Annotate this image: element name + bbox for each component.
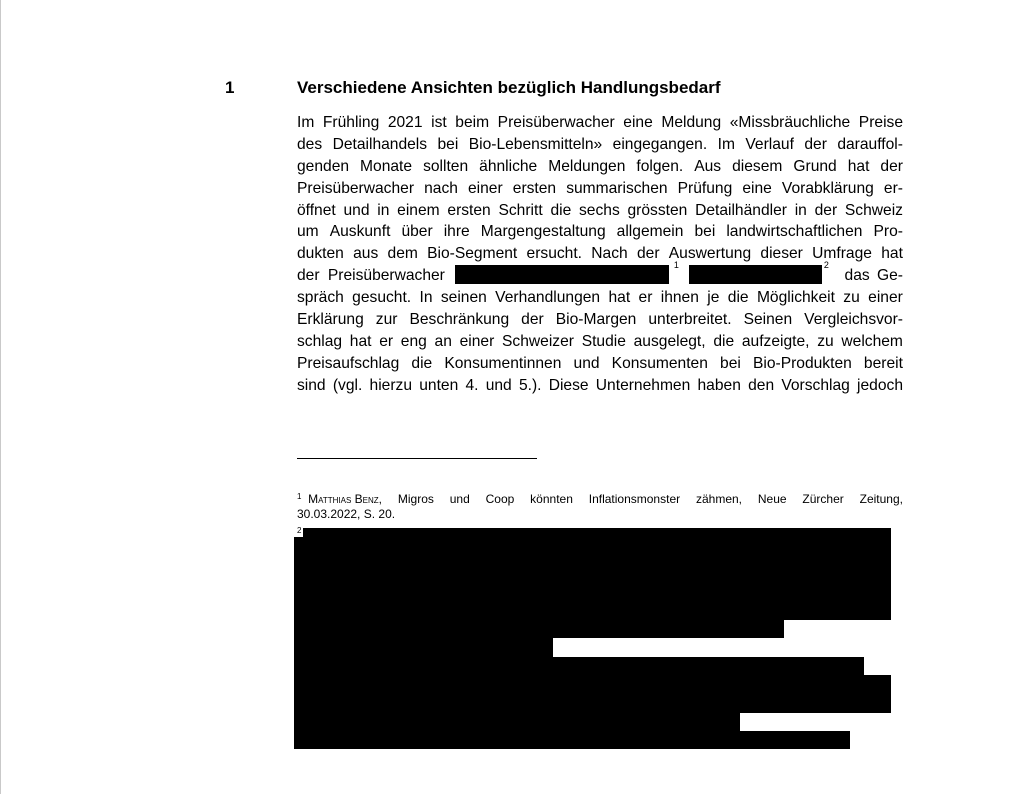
word: Beschränkung [409,311,510,329]
text-line [297,178,903,200]
word: darauffol- [837,135,903,153]
word: einer [459,332,495,350]
word: eine [623,114,653,131]
word: den [748,376,775,394]
word: ersucht. [526,245,583,263]
word: Preisaufschlag [297,354,400,372]
word: Bio-Produkten [752,354,852,372]
word: Bio-Lebensmitteln» [468,135,603,153]
footnote-2-redaction [294,638,553,657]
section-title: Verschiedene Ansichten bezüglich Handlungsbedarf [297,78,721,97]
word: Pro- [873,223,903,241]
word: In [419,289,433,307]
line-start-text: der Preisüberwacher [297,267,445,285]
footnote-1 [297,492,903,521]
word: hat [608,289,631,307]
word: landwirtschaftlichen [726,223,863,241]
word: Preisüberwacher [497,114,615,131]
word: einer [468,179,503,197]
word: Aus [694,157,722,175]
word: ähnliche [479,157,538,175]
word: Nach [591,245,628,263]
word: Schweiz [844,201,903,219]
word: welchem [841,332,903,350]
word: Auswertung [668,245,752,263]
text-line [297,134,903,156]
word: die [727,289,749,307]
word: eine [742,179,772,197]
word: und [485,376,512,394]
text-line [297,200,903,222]
page-left-border [0,0,1,794]
word: aus [353,245,379,263]
text-line [297,331,903,353]
word: Bio-Segment [427,245,518,263]
word: über [401,223,433,241]
word: und [573,354,600,372]
text-line [297,156,903,178]
word: zähmen, [695,492,743,506]
word: eingegangen. [612,135,708,153]
word: Studie [581,332,626,350]
footnote-2-redaction [294,675,891,713]
word: Möglichkeit [756,289,835,307]
word: in [377,201,390,219]
footnote-2-redaction [294,657,864,675]
word: spräch [297,289,344,307]
word: nach [424,179,458,197]
word: Im [717,135,735,153]
word: Inflationsmonster [588,492,681,506]
word: Vergleichsvor- [804,311,903,329]
word: (vgl. [332,376,363,394]
word: Zürcher [802,492,844,506]
text-line [297,287,903,309]
word: jedoch [857,376,903,394]
word: grössten [627,201,688,219]
footnote-ref-1: 1 [673,260,679,271]
word: sind [297,376,326,394]
word: bei [694,223,716,241]
word: die [713,332,735,350]
word: dem [387,245,418,263]
word: Detailhändler [695,201,787,219]
word: schlag [297,332,343,350]
word: der [636,245,660,263]
text-line [297,353,903,375]
word: ihre [443,223,470,241]
text-line [297,243,903,265]
word: um [297,223,319,241]
word: beim [455,114,490,131]
word: er- [883,179,903,197]
word: Im [297,114,315,131]
word: Bio-Margen [555,311,637,329]
word: Diese [548,376,589,394]
footnote-2-redaction [294,537,891,620]
word: er [379,332,394,350]
word: und [449,492,470,506]
word: unterbreitet. [648,311,732,329]
word: Migros [397,492,434,506]
footnote-2-marker: 2 [297,526,302,535]
word: Konsumentinnen [444,354,562,372]
footnote-1-comma: , [378,492,382,506]
word: zu [843,289,860,307]
word: summarischen [566,179,668,197]
text-line [297,309,903,331]
footnote-2-redaction [294,731,850,749]
footnote-1-marker: 1 [297,492,302,501]
footnote-2-redaction [294,620,784,638]
word: «Missbräuchliche [729,114,851,131]
word: Margengestaltung [480,223,606,241]
word: bei [437,135,459,153]
word: Verlauf [745,135,794,153]
word: in [794,201,807,219]
word: Zeitung, [859,492,903,506]
word: Frühling [322,114,380,131]
word: dukten [297,245,344,263]
word: der [521,311,544,329]
word: Preise [858,114,903,131]
word: einer [868,289,903,307]
word: folgen. [636,157,684,175]
word: Schritt [498,201,543,219]
word: ihnen [660,289,699,307]
word: einem [397,201,440,219]
redaction-bar [455,265,669,284]
word: seinen [440,289,487,307]
word: an [434,332,452,350]
word: hierzu [369,376,412,394]
word: 4. [465,376,479,394]
word: der [804,135,827,153]
word: Detailhandels [332,135,428,153]
word: dieser [760,245,803,263]
word: er [638,289,653,307]
footnote-2-redaction [294,713,740,731]
word: die [550,201,572,219]
word: Unternehmen [595,376,691,394]
word: eng [400,332,427,350]
word: Prüfung [677,179,733,197]
word: aufzeigte, [741,332,810,350]
word: sechs [579,201,620,219]
word: Coop [485,492,515,506]
word: zur [375,311,398,329]
text-line [297,112,903,134]
word: Meldungen [548,157,626,175]
word: Vorabklärung [781,179,874,197]
word: Erklärung [297,311,364,329]
word: Verhandlungen [495,289,601,307]
word: Seinen [743,311,793,329]
word: gesucht. [352,289,412,307]
word: Preisüberwacher [297,179,415,197]
word: die [411,354,433,372]
redacted-text-line [297,260,903,287]
footnote-1-line-2: 30.03.2022, S. 20. [297,506,396,521]
text-line [297,375,903,397]
word: diesem [732,157,783,175]
word: könnten [530,492,573,506]
word: je [707,289,720,307]
word: allgemein [616,223,684,241]
word: der [880,157,903,175]
word: Neue [757,492,787,506]
footnote-1-author: Matthias Benz [308,492,379,506]
section-number: 1 [225,78,235,97]
word: unten [419,376,459,394]
word: hat [881,245,903,263]
word: der [814,201,838,219]
word: genden [297,157,350,175]
footnote-1-line-1 [297,492,903,507]
word: Schweizer [502,332,574,350]
word: Umfrage [812,245,872,263]
word: ersten [447,201,491,219]
word: haben [697,376,741,394]
word: ersten [512,179,557,197]
word: öffnet [297,201,336,219]
text-line [297,221,903,243]
redaction-bar [689,265,822,284]
word: zu [817,332,834,350]
word: Konsumenten [611,354,708,372]
word: Vorschlag [781,376,850,394]
word: hat [847,157,870,175]
word: ist [431,114,447,131]
footnote-1-lead [297,492,382,507]
word: 2021 [387,114,423,131]
word: des [297,135,323,153]
word: hat [349,332,372,350]
word: und [343,201,370,219]
line-end-text: das Ge- [844,267,903,285]
word: Monate [360,157,413,175]
footnote-ref-2: 2 [823,260,829,271]
word: bei [720,354,741,372]
word: bereit [863,354,903,372]
word: ausgelegt, [633,332,706,350]
word: sollten [423,157,469,175]
body-paragraph [297,112,903,397]
word: 5.). [518,376,542,394]
word: Meldung [661,114,722,131]
footnote-separator [297,458,537,459]
word: Grund [793,157,837,175]
word: Auskunft [329,223,391,241]
